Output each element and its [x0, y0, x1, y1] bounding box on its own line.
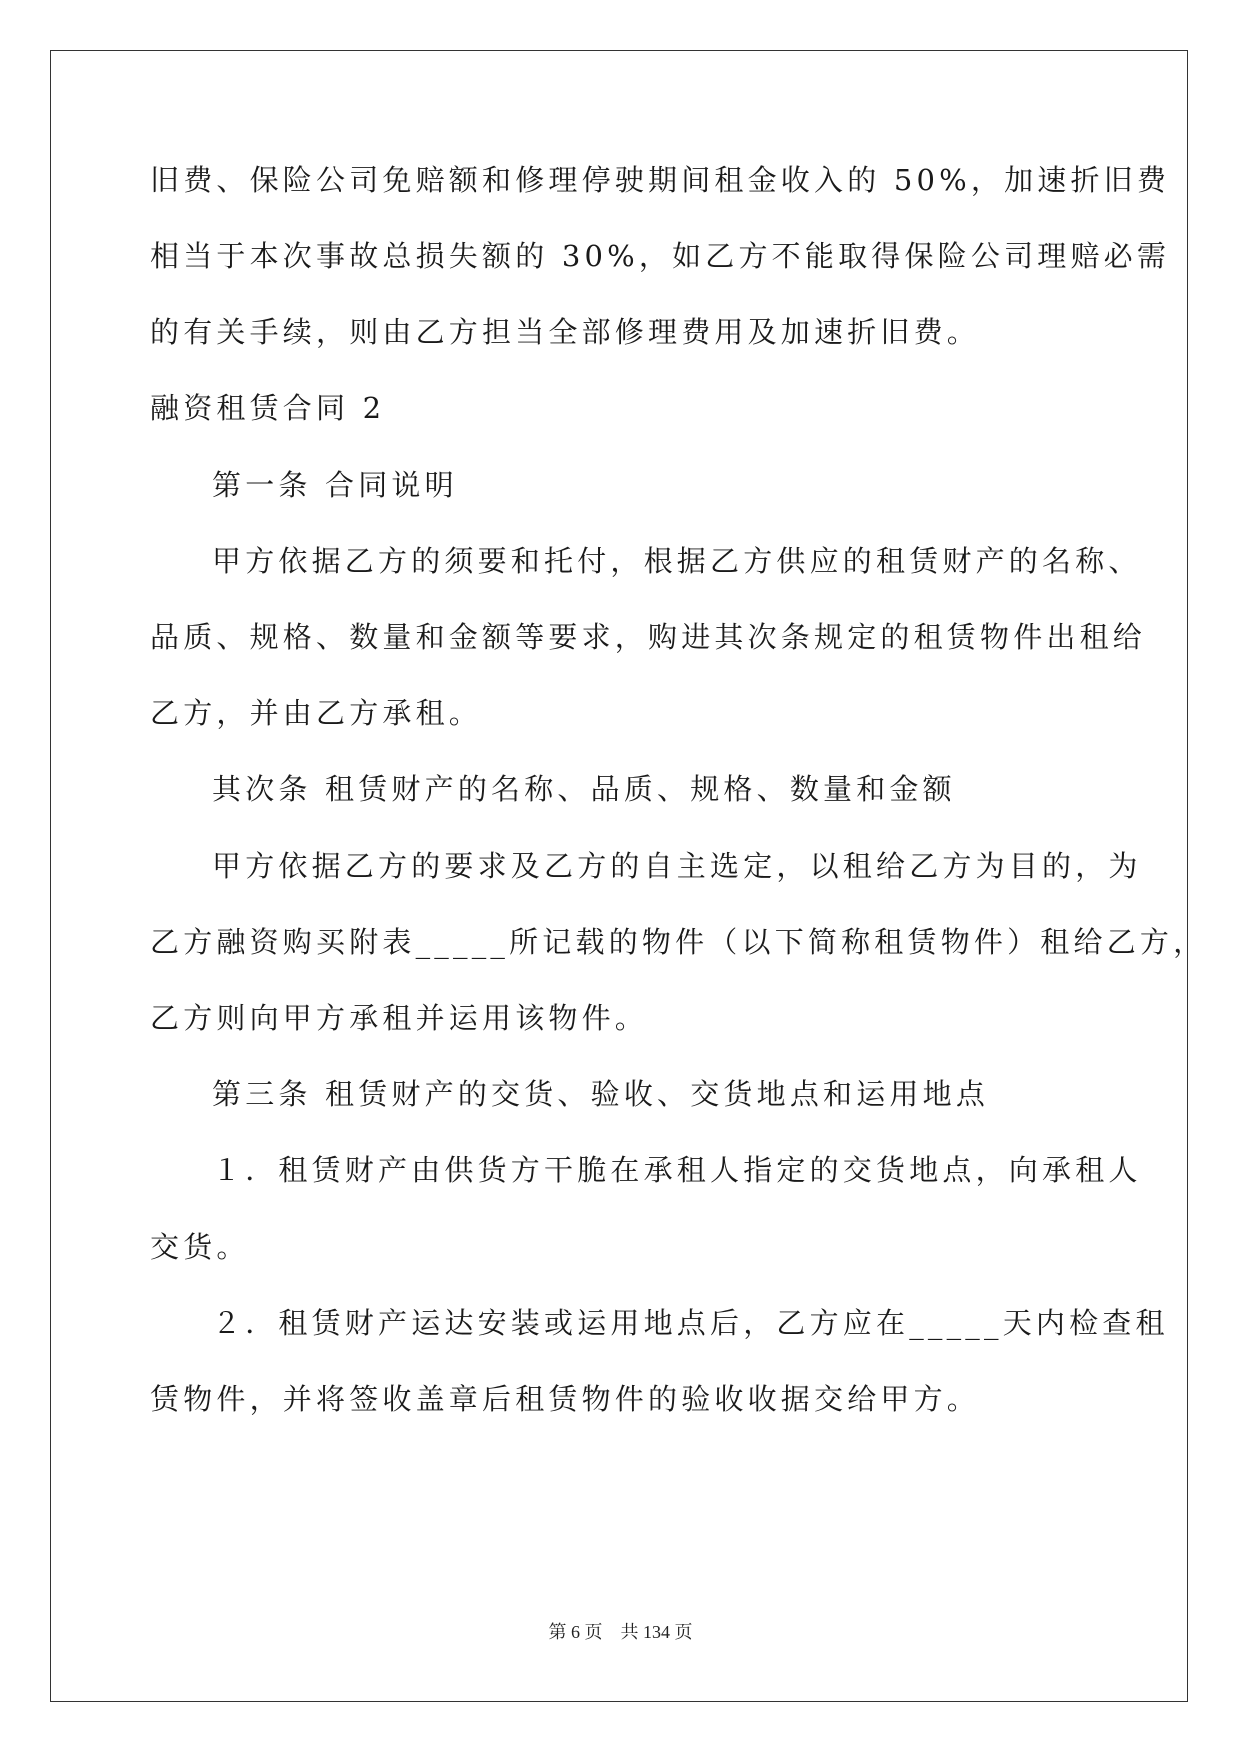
text-line: 甲方依据乙方的要求及乙方的自主选定，以租给乙方为目的，为 — [212, 849, 1142, 883]
section-title: 融资租赁合同 2 — [150, 391, 386, 425]
text-line: 的有关手续，则由乙方担当全部修理费用及加速折旧费。 — [150, 315, 981, 349]
article-heading: 第一条 合同说明 — [212, 468, 458, 502]
text-line: ２．租赁财产运达安装或运用地点后，乙方应在_____天内检查租 — [212, 1306, 1169, 1340]
page-number: 第 6 页 — [548, 1622, 603, 1642]
text-line: 旧费、保险公司免赔额和修理停驶期间租金收入的 50%，加速折旧费 — [150, 163, 1171, 197]
text-line: １．租赁财产由供货方干脆在承租人指定的交货地点，向承租人 — [212, 1153, 1142, 1187]
text-line: 乙方融资购买附表_____所记载的物件（以下简称租赁物件）租给乙方， — [150, 925, 1207, 959]
text-line: 甲方依据乙方的须要和托付，根据乙方供应的租赁财产的名称、 — [212, 544, 1142, 578]
text-line: 相当于本次事故总损失额的 30%，如乙方不能取得保险公司理赔必需 — [150, 239, 1171, 273]
text-line: 交货。 — [150, 1230, 250, 1264]
text-line: 赁物件，并将签收盖章后租赁物件的验收收据交给甲方。 — [150, 1382, 981, 1416]
article-heading: 其次条 租赁财产的名称、品质、规格、数量和金额 — [212, 772, 956, 806]
text-line: 品质、规格、数量和金额等要求，购进其次条规定的租赁物件出租给 — [150, 620, 1147, 654]
text-line: 乙方则向甲方承租并运用该物件。 — [150, 1001, 649, 1035]
article-heading: 第三条 租赁财产的交货、验收、交货地点和运用地点 — [212, 1077, 990, 1111]
text-line: 乙方，并由乙方承租。 — [150, 696, 483, 730]
page-total: 共 134 页 — [620, 1622, 693, 1642]
page-footer — [0, 1618, 1241, 1644]
